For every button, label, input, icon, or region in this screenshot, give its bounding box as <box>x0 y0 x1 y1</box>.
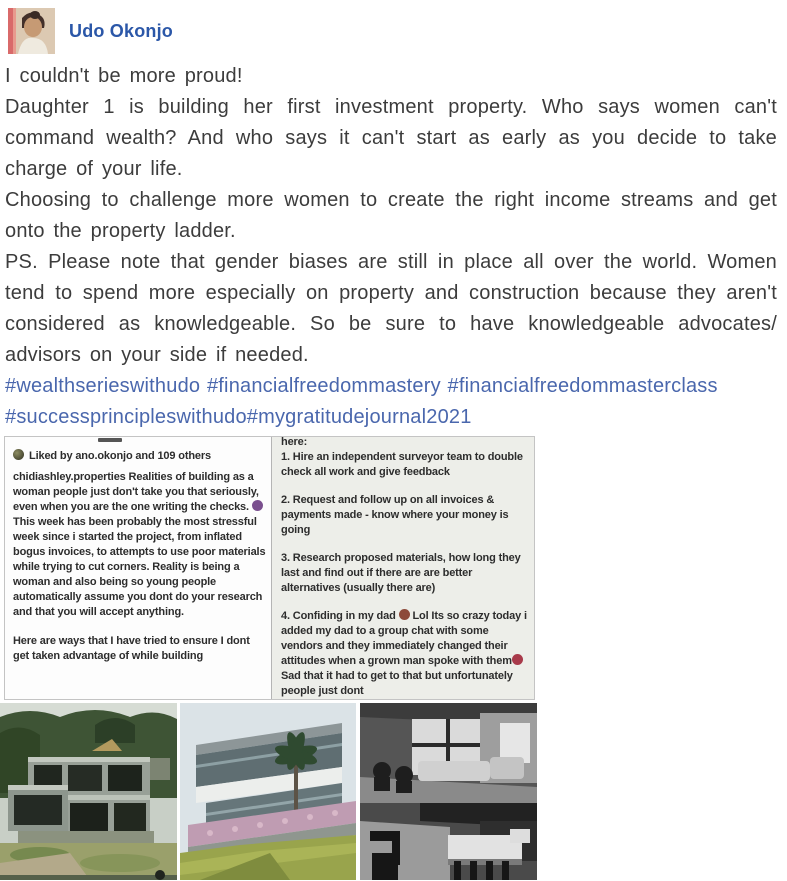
caption-part1: Realities of building as a woman people just don't take you that seriously, even when you are the one writing the checks. <box>13 471 259 513</box>
liked-by-name: ano.okonjo <box>75 450 133 462</box>
photo-house-render[interactable] <box>180 703 357 880</box>
profile-name[interactable]: Udo Okonjo <box>69 20 173 41</box>
dad-emoji-icon <box>399 609 410 620</box>
avatar[interactable] <box>8 8 55 54</box>
post-paragraph: Daughter 1 is building her first investment property. Who says women can't command wealth? And who says it can't start as early as you decide to take charge of your life. <box>5 96 777 180</box>
photo-grid <box>0 703 787 880</box>
upset-emoji-icon <box>512 654 523 665</box>
tip4-part1: 4. Confiding in my dad <box>281 610 399 622</box>
embedded-screenshot[interactable] <box>4 436 535 700</box>
house-render-photo-image <box>180 703 356 880</box>
post-paragraph: I couldn't be more proud! <box>5 65 243 87</box>
post-paragraph: Choosing to challenge more women to create the right income streams and get onto the property ladder. <box>5 189 777 242</box>
post-paragraph: PS. Please note that gender biases are still in place all over the world. Women tend to spend more especially on property and construction because they aren't considered as knowledgeable. So be sure to have knowledgeable advocates/ advisors on your side if needed. <box>5 251 777 366</box>
photo-interior-render[interactable] <box>360 703 537 880</box>
photo-construction[interactable] <box>0 703 177 880</box>
tip4-part2: Lol Its so crazy today i added my dad to a group chat with some vendors and they immediately changed their attitudes when a grown man spoke with them <box>281 610 527 667</box>
screenshot-left-column <box>5 437 271 699</box>
tip4-part3: Sad that it had to get to that but unfortunately people just dont <box>281 670 513 697</box>
tip-item-4 <box>281 609 528 699</box>
interior-render-photo-image <box>360 703 537 880</box>
construction-photo-image <box>0 703 177 880</box>
like-icon <box>13 449 24 460</box>
post-text <box>5 61 777 433</box>
facepalm-emoji-icon <box>252 500 263 511</box>
liked-by-prefix: Liked by <box>29 450 76 462</box>
post-header <box>0 0 787 57</box>
cut-text-fragment <box>98 438 122 442</box>
caption-text <box>13 470 266 620</box>
screenshot-right-column <box>271 437 534 699</box>
hashtags-line1[interactable]: #wealthserieswithudo #financialfreedommastery #financialfreedommasterclass <box>5 375 718 397</box>
caption-username: chidiashley.properties <box>13 471 126 483</box>
liked-by-connector: and <box>132 450 158 462</box>
tip-item-2: 2. Request and follow up on all invoices & payments made - know where your money is going <box>281 494 509 536</box>
tip-item-3: 3. Research proposed materials, how long they last and find out if there are are better alternatives (usually there are) <box>281 552 521 594</box>
caption-paragraph2: Here are ways that I have tried to ensure I dont get taken advantage of while building <box>13 635 250 662</box>
tip-item-1: 1. Hire an independent surveyor team to double check all work and give feedback <box>281 451 523 478</box>
tips-intro: here: <box>281 436 308 448</box>
liked-by-line <box>13 449 266 464</box>
hashtags-line2[interactable]: #successprincipleswithudo#mygratitudejournal2021 <box>5 406 472 428</box>
caption-part2: This week has been probably the most stressful week since i started the project, from inflated bogus invoices, to attempts to use poor materials while trying to cut corners. Reality is being a woman and also being so young people automatically assume you dont do your research and that you will accept anything. <box>13 516 266 618</box>
liked-by-count: 109 others <box>157 450 211 462</box>
